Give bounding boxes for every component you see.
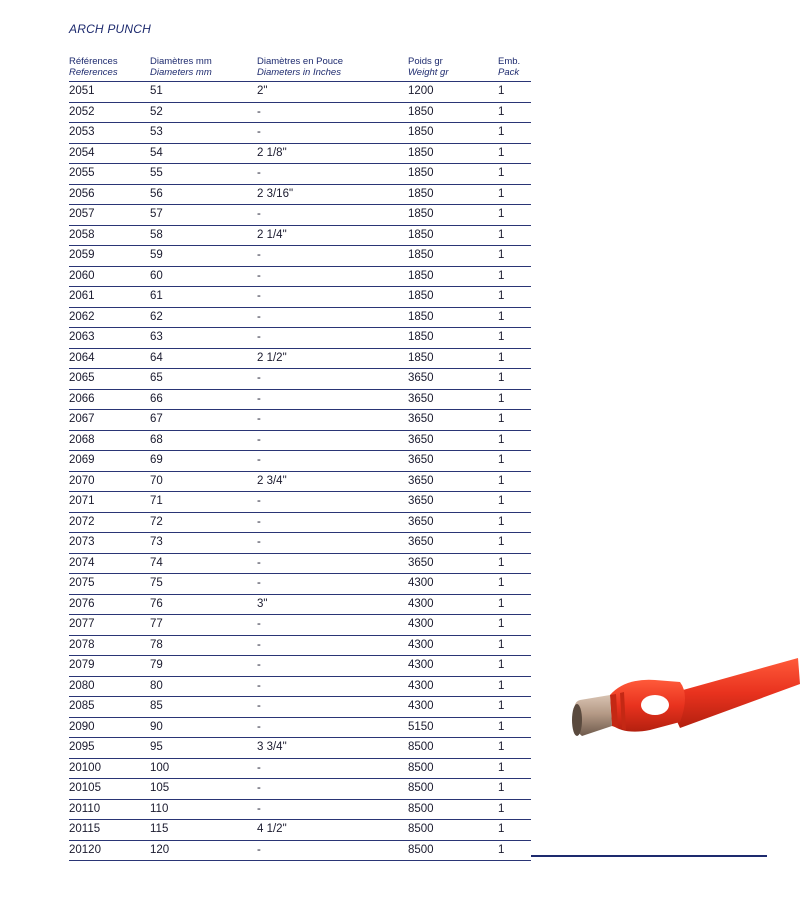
weight-cell: 4300 [408,618,434,630]
pack-cell: 1 [498,187,505,200]
weight-cell: 8500 [408,802,434,815]
reference-cell: 2060 [69,269,95,282]
pack-cell: 1 [498,85,505,97]
weight-cell: 1850 [408,310,434,323]
weight-cell: 1850 [408,351,434,364]
pack-cell: 1 [498,126,505,138]
pack-cell: 1 [498,720,505,733]
reference-cell: 2065 [69,372,95,384]
reference-cell: 2059 [69,249,95,261]
weight-cell: 1850 [408,269,434,282]
table-row [69,513,531,534]
table-row [69,390,531,411]
weight-cell: 3650 [408,515,434,528]
reference-cell: 2085 [69,700,95,712]
diameter-inches-cell: - [257,433,261,446]
diameter-mm-cell: 71 [150,495,163,507]
header-diameters-inches [257,56,343,78]
diameter-mm-cell: 70 [150,474,163,487]
weight-cell: 1850 [408,167,434,179]
pack-cell: 1 [498,823,505,835]
header-pack-en: Pack [498,67,520,78]
table-row [69,800,531,821]
weight-cell: 8500 [408,782,434,794]
diameter-inches-cell: - [257,843,261,856]
pack-cell: 1 [498,228,505,241]
table-row [69,451,531,472]
pack-cell: 1 [498,536,505,548]
pack-cell: 1 [498,105,505,118]
reference-cell: 2058 [69,228,95,241]
table-row [69,779,531,800]
table-row [69,226,531,247]
table-row [69,595,531,616]
diameter-mm-cell: 67 [150,413,163,425]
weight-cell: 3650 [408,392,434,405]
diameter-inches-cell: - [257,495,261,507]
diameter-mm-cell: 120 [150,843,170,856]
weight-cell: 4300 [408,700,434,712]
header-pack [498,56,520,78]
table-row [69,738,531,759]
table-row [69,103,531,124]
pack-cell: 1 [498,290,505,302]
weight-cell: 1850 [408,105,434,118]
table-row [69,308,531,329]
table-row [69,677,531,698]
diameter-mm-cell: 95 [150,741,163,753]
arch-punch-tool-icon [570,650,800,750]
pack-cell: 1 [498,700,505,712]
header-diameters-inches-en: Diameters in Inches [257,67,341,78]
diameter-inches-cell: 2 3/16" [257,187,294,200]
diameter-inches-cell: - [257,536,261,548]
weight-cell: 1850 [408,228,434,241]
reference-cell: 2071 [69,495,95,507]
diameter-mm-cell: 66 [150,392,163,405]
weight-cell: 3650 [408,413,434,425]
diameter-mm-cell: 85 [150,700,163,712]
diameter-mm-cell: 59 [150,249,163,261]
pack-cell: 1 [498,597,505,610]
pack-cell: 1 [498,433,505,446]
pack-cell: 1 [498,679,505,692]
table-row [69,349,531,370]
pack-cell: 1 [498,782,505,794]
pack-cell: 1 [498,741,505,753]
pack-cell: 1 [498,392,505,405]
weight-cell: 1850 [408,331,434,343]
weight-cell: 1850 [408,146,434,159]
table-row [69,718,531,739]
header-pack-fr: Emb. [498,56,521,67]
header-references [69,56,118,78]
table-row [69,164,531,185]
diameter-inches-cell: 2 1/2" [257,351,287,364]
header-diameters-mm [150,56,212,78]
pack-cell: 1 [498,618,505,630]
table-row [69,554,531,575]
diameter-inches-cell: 2" [257,85,268,97]
reference-cell: 2062 [69,310,95,323]
diameter-mm-cell: 79 [150,659,163,671]
diameter-mm-cell: 90 [150,720,163,733]
pack-cell: 1 [498,659,505,671]
pack-cell: 1 [498,495,505,507]
diameter-inches-cell: 4 1/2" [257,823,287,835]
diameter-inches-cell: - [257,331,261,343]
diameter-mm-cell: 69 [150,454,163,466]
weight-cell: 3650 [408,372,434,384]
pack-cell: 1 [498,761,505,774]
diameter-inches-cell: - [257,802,261,815]
pack-cell: 1 [498,269,505,282]
diameter-mm-cell: 110 [150,802,169,815]
diameter-mm-cell: 62 [150,310,163,323]
weight-cell: 3650 [408,433,434,446]
pack-cell: 1 [498,249,505,261]
header-references-fr: Références [69,56,118,67]
table-row [69,759,531,780]
pack-cell: 1 [498,577,505,589]
pack-cell: 1 [498,372,505,384]
header-diameters-inches-fr: Diamètres en Pouce [257,56,344,67]
pack-cell: 1 [498,167,505,179]
weight-cell: 8500 [408,823,434,835]
reference-cell: 20110 [69,802,101,815]
table-row [69,287,531,308]
reference-cell: 2056 [69,187,95,200]
header-references-en: References [69,67,118,78]
diameter-inches-cell: - [257,638,261,651]
reference-cell: 2069 [69,454,95,466]
table-row [69,267,531,288]
diameter-mm-cell: 54 [150,146,163,159]
diameter-mm-cell: 58 [150,228,163,241]
pack-cell: 1 [498,310,505,323]
diameter-inches-cell: - [257,515,261,528]
diameter-inches-cell: - [257,618,261,630]
weight-cell: 8500 [408,741,434,753]
diameter-inches-cell: 3" [257,597,268,610]
diameter-inches-cell: - [257,105,261,118]
reference-cell: 2078 [69,638,95,651]
diameter-inches-cell: - [257,392,261,405]
reference-cell: 2057 [69,208,95,220]
header-weight-fr: Poids gr [408,56,443,67]
weight-cell: 4300 [408,659,434,671]
reference-cell: 2076 [69,597,95,610]
table-row [69,185,531,206]
pack-cell: 1 [498,413,505,425]
reference-cell: 2079 [69,659,95,671]
diameter-inches-cell: 2 1/8" [257,146,287,159]
pack-cell: 1 [498,146,505,159]
diameter-mm-cell: 80 [150,679,163,692]
diameter-inches-cell: 2 3/4" [257,474,287,487]
diameter-inches-cell: - [257,761,261,774]
diameter-mm-cell: 77 [150,618,163,630]
diameter-inches-cell: - [257,290,261,302]
diameter-mm-cell: 55 [150,167,163,179]
pack-cell: 1 [498,802,505,815]
header-weight-en: Weight gr [408,67,449,78]
diameter-mm-cell: 52 [150,105,163,118]
table-row [69,636,531,657]
reference-cell: 20115 [69,823,101,835]
header-weight [408,56,448,78]
table-row [69,410,531,431]
pack-cell: 1 [498,208,505,220]
diameter-inches-cell: - [257,249,261,261]
diameter-mm-cell: 56 [150,187,163,200]
diameter-inches-cell: 3 3/4" [257,741,287,753]
weight-cell: 1200 [408,85,434,97]
diameter-mm-cell: 57 [150,208,163,220]
diameter-inches-cell: - [257,208,261,220]
diameter-inches-cell: - [257,269,261,282]
diameter-inches-cell: - [257,577,261,589]
footer-rule [531,855,767,857]
header-diameters-mm-en: Diameters mm [150,67,212,78]
reference-cell: 2053 [69,126,95,138]
table-row [69,697,531,718]
diameter-mm-cell: 64 [150,351,163,364]
pack-cell: 1 [498,331,505,343]
table-row [69,492,531,513]
diameter-inches-cell: - [257,413,261,425]
weight-cell: 8500 [408,761,434,774]
table-row [69,841,531,862]
pack-cell: 1 [498,515,505,528]
weight-cell: 3650 [408,536,434,548]
table-row [69,328,531,349]
reference-cell: 2054 [69,146,95,159]
table-row [69,431,531,452]
weight-cell: 1850 [408,249,434,261]
table-row [69,369,531,390]
reference-cell: 2072 [69,515,95,528]
reference-cell: 2066 [69,392,95,405]
reference-cell: 2090 [69,720,95,733]
reference-cell: 2095 [69,741,95,753]
page-title: ARCH PUNCH [69,22,152,36]
reference-cell: 2073 [69,536,95,548]
diameter-mm-cell: 65 [150,372,163,384]
diameter-mm-cell: 75 [150,577,163,589]
pack-cell: 1 [498,843,505,856]
diameter-mm-cell: 74 [150,556,163,569]
weight-cell: 3650 [408,454,434,466]
diameter-inches-cell: - [257,167,261,179]
diameter-inches-cell: - [257,310,261,323]
reference-cell: 20105 [69,782,101,794]
pack-cell: 1 [498,474,505,487]
reference-cell: 2051 [69,85,95,97]
table-row [69,574,531,595]
reference-cell: 2068 [69,433,95,446]
diameter-mm-cell: 78 [150,638,163,651]
table-row [69,533,531,554]
diameter-mm-cell: 76 [150,597,163,610]
table-row [69,820,531,841]
table-row [69,472,531,493]
diameter-inches-cell: - [257,126,261,138]
diameter-mm-cell: 63 [150,331,163,343]
reference-cell: 2061 [69,290,95,302]
weight-cell: 3650 [408,474,434,487]
table-row [69,82,531,103]
weight-cell: 1850 [408,187,434,200]
diameter-mm-cell: 61 [150,290,163,302]
weight-cell: 1850 [408,208,434,220]
diameter-mm-cell: 53 [150,126,163,138]
product-table [69,81,531,861]
weight-cell: 3650 [408,556,434,569]
diameter-mm-cell: 60 [150,269,163,282]
diameter-mm-cell: 105 [150,782,170,794]
weight-cell: 4300 [408,638,434,651]
table-row [69,205,531,226]
diameter-mm-cell: 51 [150,85,163,97]
reference-cell: 2055 [69,167,95,179]
reference-cell: 2075 [69,577,95,589]
reference-cell: 20120 [69,843,101,856]
reference-cell: 2070 [69,474,95,487]
weight-cell: 8500 [408,843,434,856]
diameter-inches-cell: - [257,659,261,671]
diameter-inches-cell: - [257,700,261,712]
diameter-mm-cell: 100 [150,761,170,774]
diameter-inches-cell: - [257,720,261,733]
weight-cell: 5150 [408,720,434,733]
reference-cell: 2074 [69,556,95,569]
reference-cell: 2063 [69,331,95,343]
weight-cell: 4300 [408,577,434,589]
diameter-inches-cell: - [257,556,261,569]
table-row [69,144,531,165]
pack-cell: 1 [498,351,505,364]
diameter-mm-cell: 115 [150,823,169,835]
pack-cell: 1 [498,454,505,466]
diameter-mm-cell: 68 [150,433,163,446]
weight-cell: 4300 [408,597,434,610]
diameter-inches-cell: - [257,372,261,384]
weight-cell: 4300 [408,679,434,692]
reference-cell: 2067 [69,413,95,425]
reference-cell: 2080 [69,679,95,692]
weight-cell: 3650 [408,495,434,507]
header-diameters-mm-fr: Diamètres mm [150,56,212,67]
weight-cell: 1850 [408,126,434,138]
reference-cell: 2052 [69,105,95,118]
diameter-inches-cell: - [257,454,261,466]
pack-cell: 1 [498,556,505,569]
reference-cell: 20100 [69,761,101,774]
diameter-inches-cell: - [257,782,261,794]
pack-cell: 1 [498,638,505,651]
diameter-mm-cell: 73 [150,536,163,548]
table-row [69,615,531,636]
reference-cell: 2064 [69,351,95,364]
weight-cell: 1850 [408,290,434,302]
table-row [69,656,531,677]
diameter-inches-cell: - [257,679,261,692]
reference-cell: 2077 [69,618,95,630]
table-row [69,246,531,267]
diameter-inches-cell: 2 1/4" [257,228,287,241]
table-row [69,123,531,144]
diameter-mm-cell: 72 [150,515,163,528]
